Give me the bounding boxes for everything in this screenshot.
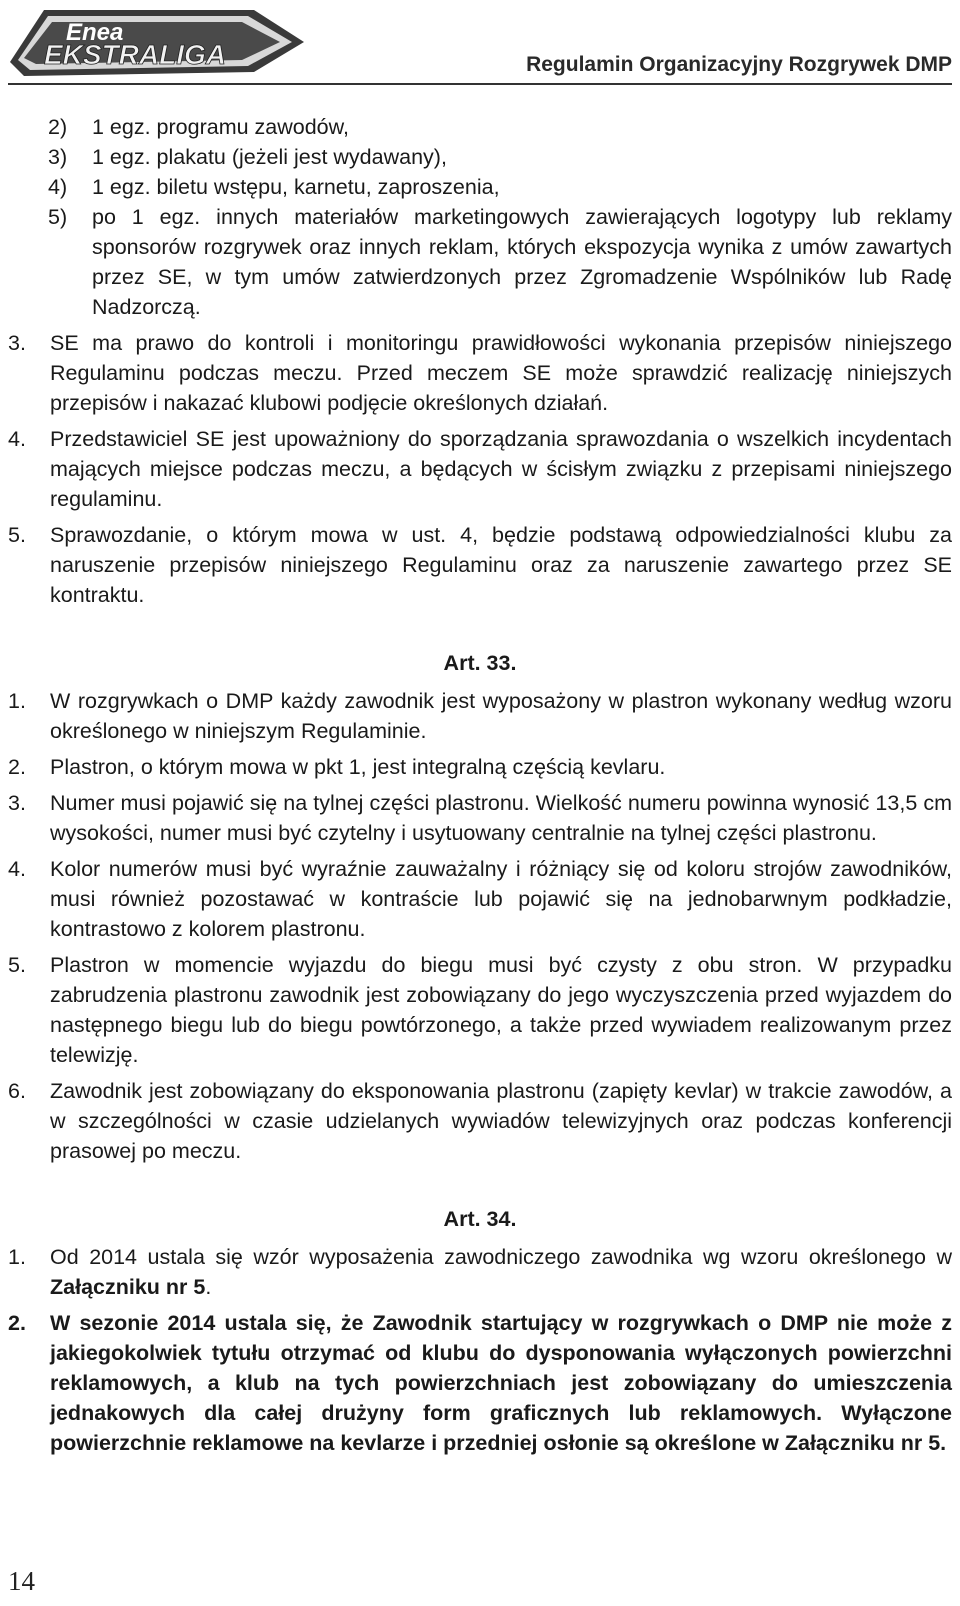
paragraph (8, 788, 952, 848)
item-text: Plastron, o którym mowa w pkt 1, jest integralną częścią kevlaru. (50, 755, 666, 779)
item-number: 4. (8, 857, 26, 881)
list-item (8, 142, 952, 172)
item-text-end: . (205, 1275, 212, 1299)
paragraph (8, 854, 952, 944)
document-body (8, 112, 952, 1464)
paragraph (8, 752, 952, 782)
item-number: 2. (8, 1311, 26, 1335)
enea-ekstraliga-logo (4, 2, 309, 80)
item-text: 1 egz. biletu wstępu, karnetu, zaproszenia, (92, 175, 500, 199)
item-number: 3. (8, 331, 26, 355)
item-text: 1 egz. plakatu (jeżeli jest wydawany), (92, 145, 447, 169)
item-number: 4. (8, 427, 26, 451)
paragraph (8, 1308, 952, 1458)
item-text: SE ma prawo do kontroli i monitoringu prawidłowości wykonania przepisów niniejszego Regulaminu podczas meczu. Przed meczem SE może sprawdzić realizację niniejszych przepisów i nakazać klubowi podjęcie określonych działań. (50, 331, 952, 415)
header-divider (8, 83, 952, 85)
sub-list (8, 112, 952, 322)
list-item (8, 172, 952, 202)
list-item (8, 202, 952, 322)
item-number: 3. (8, 791, 26, 815)
paragraph (8, 424, 952, 514)
page-number: 14 (8, 1566, 35, 1596)
svg-text:EKSTRALIGA: EKSTRALIGA (44, 39, 226, 70)
paragraph (8, 1076, 952, 1166)
item-number: 5) (48, 205, 68, 229)
item-number: 4) (48, 175, 68, 199)
document-title: Regulamin Organizacyjny Rozgrywek DMP (526, 53, 952, 76)
item-text: Przedstawiciel SE jest upoważniony do sporządzania sprawozdania o wszelkich incydentach mających miejsce podczas meczu, a będących w ścisłym związku z przepisami niniejszego regulaminu. (50, 427, 952, 511)
item-text: po 1 egz. innych materiałów marketingowych zawierających logotypy lub reklamy sponsorów rozgrywek oraz innych reklam, których ekspozycja wynika z umów zawartych przez SE, w tym umów zatwierdzonych przez Zgromadzenie Wspólników lub Radę Nadzorczą. (92, 205, 952, 319)
paragraph (8, 328, 952, 418)
item-text: Sprawozdanie, o którym mowa w ust. 4, będzie podstawą odpowiedzialności klubu za naruszenie przepisów niniejszego Regulaminu oraz za naruszenie zawartego przez SE kontraktu. (50, 523, 952, 607)
item-number: 1. (8, 1245, 26, 1269)
list-item (8, 112, 952, 142)
item-text: W rozgrywkach o DMP każdy zawodnik jest wyposażony w plastron wykonany według wzoru określonego w niniejszym Regulaminie. (50, 689, 952, 743)
paragraph (8, 520, 952, 610)
item-number: 2. (8, 755, 26, 779)
item-text: Zawodnik jest zobowiązany do eksponowania plastronu (zapięty kevlar) w trakcie zawodów, a w szczególności w czasie udzielanych wywiadów telewizyjnych oraz podczas konferencji prasowej po meczu. (50, 1079, 952, 1163)
item-number: 2) (48, 115, 68, 139)
item-text: Numer musi pojawić się na tylnej części plastronu. Wielkość numeru powinna wynosić 13,5 cm wysokości, numer musi być czytelny i usytuowany centralnie na tylnej części plastronu. (50, 791, 952, 845)
item-text: W sezonie 2014 ustala się, że Zawodnik startujący w rozgrywkach o DMP nie może z jakiegokolwiek tytułu otrzymać od klubu do dysponowania wyłączonych powierzchni reklamowych, a klub na tych powierzchniach jest zobowiązany do umieszczenia jednakowych dla całej drużyny form graficznych lub reklamowych. Wyłączone powierzchnie reklamowe na kevlarze i przedniej osłonie są określone w Załączniku nr 5. (50, 1311, 952, 1455)
item-number: 5. (8, 953, 26, 977)
item-number: 1. (8, 689, 26, 713)
svg-text:Enea: Enea (66, 19, 124, 46)
article-heading: Art. 33. (443, 651, 517, 675)
page-header (0, 0, 960, 86)
item-number: 5. (8, 523, 26, 547)
paragraph (8, 950, 952, 1070)
item-text: Plastron w momencie wyjazdu do biegu musi być czysty z obu stron. W przypadku zabrudzenia plastronu zawodnik jest zobowiązany do jego wyczyszczenia przed wyjazdem do następnego biegu lub do biegu powtórzonego, a także przed wywiadem realizowanym przez telewizję. (50, 953, 952, 1067)
item-text: 1 egz. programu zawodów, (92, 115, 349, 139)
article-heading: Art. 34. (443, 1207, 517, 1231)
paragraph (8, 686, 952, 746)
item-text: Kolor numerów musi być wyraźnie zauważalny i różniący się od koloru strojów zawodników, musi również pozostawać w kontraście lub pojawić się na jednobarwnym podkładzie, kontrastowo z kolorem plastronu. (50, 857, 952, 941)
item-number: 3) (48, 145, 68, 169)
item-number: 6. (8, 1079, 26, 1103)
paragraph (8, 1242, 952, 1302)
attachment-reference: Załączniku nr 5 (50, 1275, 206, 1299)
item-text: Od 2014 ustala się wzór wyposażenia zawodniczego zawodnika wg wzoru określonego w (50, 1245, 952, 1269)
